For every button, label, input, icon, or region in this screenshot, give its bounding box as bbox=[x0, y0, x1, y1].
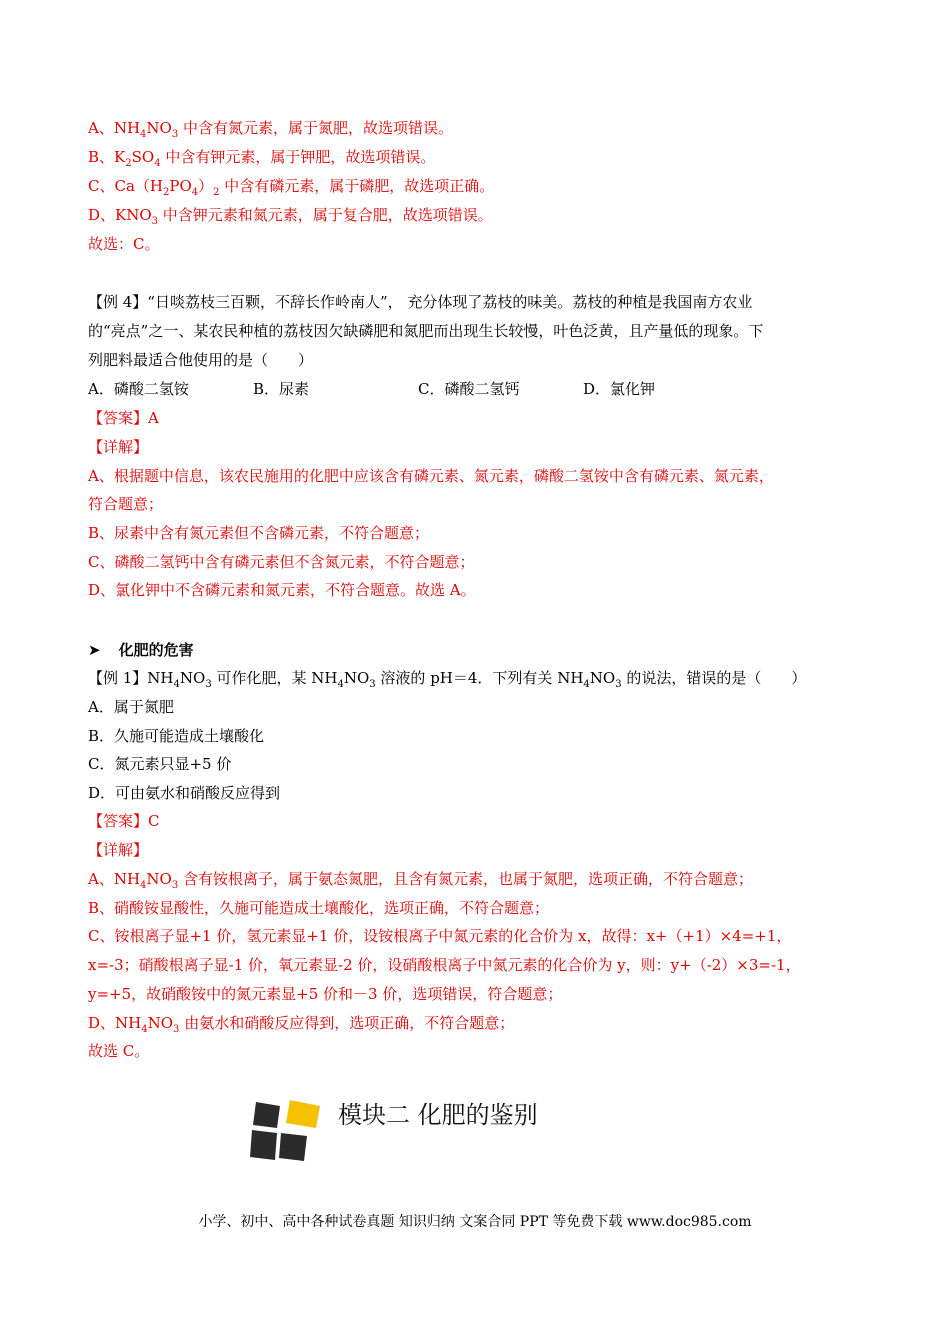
example1-detail-b: B、硝酸铵显酸性，久施可能造成土壤酸化，选项正确，不符合题意； bbox=[88, 899, 550, 917]
example4-detail-b: B、尿素中含有氮元素但不含磷元素，不符合题意； bbox=[88, 524, 430, 542]
example1-option-d: D．可由氨水和硝酸反应得到 bbox=[88, 784, 281, 802]
module-title: 模块二 化肥的鉴别 bbox=[338, 1101, 538, 1129]
example4-question-line2: 的“亮点”之一、某农民种植的荔枝因欠缺磷肥和氮肥而出现生长较慢，叶色泛黄，且产量低的现象。下 bbox=[88, 322, 764, 340]
prev-option-b: B、$K_2SO_4$ 中含有钾元素，属于钾肥，故选项错误。 bbox=[88, 148, 436, 169]
logo-block-top-left bbox=[253, 1102, 280, 1128]
logo-block-bottom-right bbox=[279, 1133, 307, 1161]
module-logo-icon bbox=[250, 1098, 322, 1162]
example4-detail-c: C、磷酸二氢钙中含有磷元素但不含氮元素，不符合题意； bbox=[88, 553, 475, 571]
prev-conclusion: 故选：C。 bbox=[88, 235, 160, 253]
example4-detail-a1: A、根据题中信息，该农民施用的化肥中应该含有磷元素、氮元素，磷酸二氢铵中含有磷元素、氮元素， bbox=[88, 467, 774, 485]
prev-option-c: C、$Ca(H_2PO_4)_2$ 中含有磷元素，属于磷肥，故选项正确。 bbox=[88, 177, 495, 198]
section-arrow-icon: ➤ bbox=[88, 641, 101, 659]
prev-option-d: D、$KNO_3$ 中含钾元素和氮元素，属于复合肥，故选项错误。 bbox=[88, 206, 493, 227]
example1-detail-label: 【详解】 bbox=[88, 841, 149, 859]
section-title: 化肥的危害 bbox=[118, 641, 194, 659]
example4-options bbox=[88, 379, 655, 399]
example4-detail-a2: 符合题意； bbox=[88, 495, 164, 513]
example1-detail-c3: y=+5，故硝酸铵中的氮元素显+5 价和－3 价，选项错误，符合题意； bbox=[88, 985, 563, 1003]
example1-option-c: C．氮元素只显+5 价 bbox=[88, 755, 232, 773]
example4-option-d: D．氯化钾 bbox=[583, 380, 656, 398]
example1-detail-d: D、$NH_4NO_3$ 由氨水和硝酸反应得到，选项正确，不符合题意； bbox=[88, 1014, 515, 1035]
example4-question-line3: 列肥料最适合他使用的是（ ） bbox=[88, 351, 314, 369]
section-heading bbox=[88, 640, 194, 660]
example1-detail-a: A、$NH_4NO_3$ 含有铵根离子，属于氨态氮肥，且含有氮元素，也属于氮肥，选项正确，不符合题意； bbox=[88, 870, 754, 891]
logo-block-top-right bbox=[286, 1100, 320, 1128]
example1-question: 【例 1】$NH_4NO_3$ 可作化肥，某 $NH_4NO_3$ 溶液的 pH＝4．下列有关 $NH_4NO_3$ 的说法，错误的是（ ） bbox=[88, 669, 807, 690]
prev-option-a: A、$NH_4NO_3$ 中含有氮元素，属于氮肥，故选项错误。 bbox=[88, 119, 454, 140]
example4-detail-d: D、氯化钾中不含磷元素和氮元素，不符合题意。故选 A。 bbox=[88, 581, 476, 599]
example1-answer: 【答案】C bbox=[88, 812, 160, 830]
example4-option-c: C．磷酸二氢钙 bbox=[418, 380, 520, 398]
example4-answer: 【答案】A bbox=[88, 409, 159, 427]
example1-option-b: B．久施可能造成土壤酸化 bbox=[88, 727, 265, 745]
example1-conclusion: 故选 C。 bbox=[88, 1042, 150, 1060]
example1-detail-c2: x=-3；硝酸根离子显-1 价，氧元素显-2 价，设硝酸根离子中氮元素的化合价为 y，则：y+（-2）×3=-1， bbox=[88, 956, 801, 974]
logo-block-bottom-left bbox=[250, 1130, 277, 1160]
example4-option-b: B．尿素 bbox=[253, 380, 310, 398]
example4-detail-label: 【详解】 bbox=[88, 438, 149, 456]
example1-option-a: A．属于氮肥 bbox=[88, 698, 174, 716]
example4-option-a: A．磷酸二氢铵 bbox=[88, 380, 189, 398]
example4-question-line1: 【例 4】“日啖荔枝三百颗，不辞长作岭南人”， 充分体现了荔枝的味美。荔枝的种植是我国南方农业 bbox=[88, 293, 753, 311]
example1-detail-c1: C、铵根离子显+1 价，氢元素显+1 价，设铵根离子中氮元素的化合价为 x，故得：x+（+1）×4=+1， bbox=[88, 927, 792, 945]
page-footer: 小学、初中、高中各种试卷真题 知识归纳 文案合同 PPT 等免费下载 www.doc985.com bbox=[198, 1214, 752, 1230]
